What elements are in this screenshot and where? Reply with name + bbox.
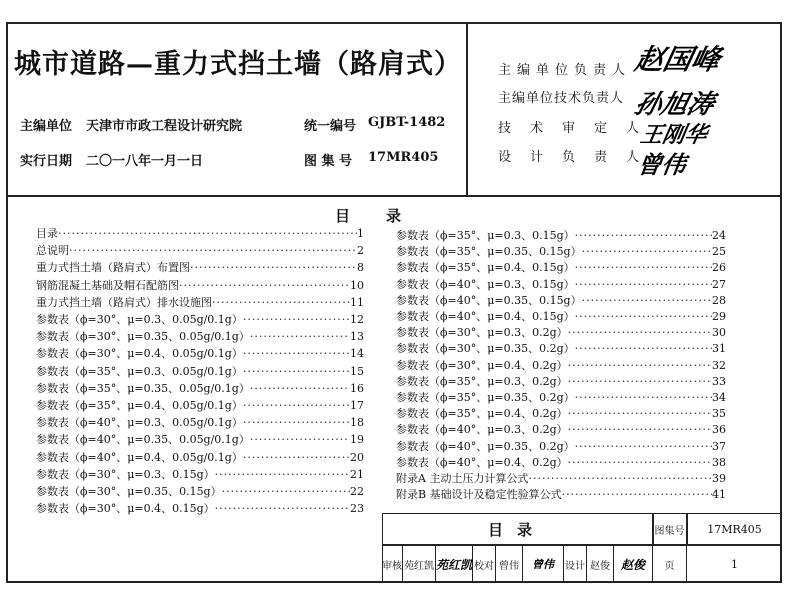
title-block-atlas-label: 图集号 [654, 525, 685, 537]
atlas-number: 17MR405 [368, 150, 439, 165]
toc-entry-page: 18 [350, 416, 364, 430]
toc-entry[interactable] [396, 374, 726, 390]
date-label: 实行日期 [20, 154, 73, 169]
toc-entry-title: 参数表（ϕ=40°、μ=0.3、0.05g/0.1g） [36, 416, 243, 430]
toc-entry[interactable] [36, 312, 364, 328]
toc-entry[interactable] [396, 260, 726, 276]
toc-entry-title: 参数表（ϕ=30°、μ=0.35、0.15g） [36, 485, 222, 498]
toc-entry-page: 8 [357, 261, 364, 275]
toc-entry-title: 参数表（ϕ=30°、μ=0.4、0.2g） [396, 358, 568, 372]
toc-entry[interactable] [36, 484, 364, 500]
toc-entry-page: 33 [712, 374, 726, 388]
toc-entry-title: 参数表（ϕ=35°、μ=0.35、0.15g） [396, 245, 582, 259]
toc-entry-title: 重力式挡土墙（路肩式）排水设施图 [36, 295, 212, 309]
toc-entry[interactable] [36, 467, 364, 483]
toc-entry-leader [243, 312, 350, 328]
signature-2: 孙旭涛 [631, 90, 718, 120]
check-label: 校对 [473, 545, 496, 583]
toc-entry-title: 附录B 基础设计及稳定性验算公式 [396, 488, 562, 502]
editor-unit-label: 主编单位 [20, 119, 73, 134]
toc-entry-page: 15 [350, 364, 364, 378]
toc-entry-leader [582, 244, 712, 260]
toc-entry-title: 参数表（ϕ=40°、μ=0.3、0.15g） [396, 277, 575, 291]
toc-entry[interactable] [396, 487, 726, 503]
checker-name: 曾伟 [496, 545, 523, 583]
toc-entry-page: 38 [712, 455, 726, 469]
toc-entry-page: 23 [350, 502, 364, 516]
toc-entry-leader [69, 243, 357, 259]
toc-entry[interactable] [396, 325, 726, 341]
toc-entry[interactable] [36, 381, 364, 397]
toc-entry[interactable] [396, 455, 726, 471]
toc-entry-leader [190, 260, 357, 276]
responsible-role-1: 主编单位负责人 [498, 63, 632, 78]
toc-entry-leader [243, 450, 350, 466]
serial-number: GJBT-1482 [368, 115, 446, 130]
toc-entry-title: 钢筋混凝土基础及帽石配筋图 [36, 278, 179, 292]
toc-entry-leader [568, 325, 712, 341]
toc-entry-page: 25 [712, 245, 726, 259]
toc-entry[interactable] [36, 226, 364, 242]
toc-entry-title: 参数表（ϕ=35°、μ=0.3、0.2g） [396, 374, 568, 388]
toc-entry[interactable] [36, 364, 364, 380]
toc-entry-page: 17 [350, 399, 364, 412]
toc-entry[interactable] [396, 406, 726, 422]
reviewer-signature: 苑红凯 [436, 545, 473, 583]
toc-entry-leader [568, 374, 712, 390]
toc-entry-page: 30 [712, 326, 726, 340]
toc-entry-title: 参数表（ϕ=30°、μ=0.3、0.2g） [396, 326, 568, 340]
toc-entry-leader [582, 293, 712, 309]
toc-entry-leader [575, 390, 712, 406]
toc-entry[interactable] [396, 277, 726, 293]
toc-entry[interactable] [36, 329, 364, 345]
toc-entry-title: 参数表（ϕ=35°、μ=0.3、0.05g/0.1g） [36, 364, 243, 378]
toc-entry-title: 参数表（ϕ=30°、μ=0.3、0.15g） [36, 467, 215, 481]
review-label: 审核 [382, 545, 403, 583]
toc-entry[interactable] [36, 260, 364, 276]
effective-date: 二〇一八年一月一日 [86, 154, 204, 169]
toc-entry-title: 参数表（ϕ=40°、μ=0.4、0.05g/0.1g） [36, 450, 243, 464]
toc-entry-title: 参数表（ϕ=35°、μ=0.35、0.2g） [396, 391, 575, 404]
toc-entry-page: 21 [350, 467, 364, 481]
toc-entry-leader [215, 467, 350, 483]
toc-entry-page: 13 [350, 330, 364, 344]
toc-entry-title: 参数表（ϕ=30°、μ=0.4、0.05g/0.1g） [36, 347, 243, 361]
toc-entry[interactable] [396, 439, 726, 455]
toc-entry[interactable] [396, 341, 726, 357]
toc-heading: 目录 [335, 207, 438, 225]
signature-1: 赵国峰 [632, 43, 724, 76]
toc-entry-page: 10 [350, 278, 364, 292]
toc-entry-page: 34 [712, 391, 726, 404]
toc-entry[interactable] [36, 501, 364, 517]
design-label: 设计 [564, 545, 587, 583]
toc-entry-title: 目录 [36, 227, 58, 240]
toc-entry-leader [250, 381, 350, 397]
toc-entry-leader [575, 439, 712, 455]
toc-entry[interactable] [36, 450, 364, 466]
designer-name: 赵俊 [587, 545, 614, 583]
toc-entry-title: 参数表（ϕ=40°、μ=0.35、0.15g） [396, 293, 582, 307]
toc-entry-page: 28 [712, 293, 726, 307]
toc-entry-page: 31 [712, 342, 726, 356]
toc-entry-page: 37 [712, 439, 726, 453]
toc-entry-leader [575, 341, 712, 357]
toc-entry-page: 41 [712, 488, 726, 502]
page-label: 页 [653, 545, 687, 583]
toc-entry[interactable] [396, 390, 726, 406]
toc-entry-title: 参数表（ϕ=30°、μ=0.35、0.2g） [396, 342, 575, 356]
toc-entry-title: 参数表（ϕ=40°、μ=0.4、0.15g） [396, 310, 575, 323]
toc-entry-leader [222, 484, 350, 500]
toc-entry[interactable] [396, 358, 726, 374]
toc-entry-page: 19 [350, 433, 364, 447]
header-divider-vertical [466, 22, 468, 196]
toc-entry-leader [250, 329, 350, 345]
toc-entry-page: 39 [712, 472, 726, 485]
toc-entry-page: 35 [712, 407, 726, 421]
toc-entry-page: 26 [712, 261, 726, 275]
responsible-role-4: 设计负责人 [498, 150, 659, 165]
toc-entry-title: 参数表（ϕ=40°、μ=0.35、0.2g） [396, 439, 575, 453]
toc-entry-title: 参数表（ϕ=35°、μ=0.4、0.15g） [396, 261, 575, 275]
designer-signature: 赵俊 [614, 545, 653, 583]
page-number: 1 [731, 557, 738, 571]
toc-entry-title: 参数表（ϕ=40°、μ=0.35、0.05g/0.1g） [36, 433, 250, 447]
toc-entry-leader [250, 432, 350, 448]
toc-entry-leader [58, 226, 357, 242]
reviewer-name: 苑红凯 [403, 545, 436, 583]
toc-entry[interactable] [396, 309, 726, 325]
page-title: 城市道路—重力式挡土墙（路肩式） [14, 49, 462, 80]
toc-entry-title: 参数表（ϕ=35°、μ=0.35、0.05g/0.1g） [36, 381, 250, 395]
header-divider-horizontal [6, 195, 782, 197]
toc-entry-title: 参数表（ϕ=35°、μ=0.4、0.2g） [396, 407, 568, 421]
toc-entry-leader [243, 398, 350, 414]
signature-3: 王刚华 [638, 122, 710, 148]
toc-entry-page: 16 [350, 381, 364, 395]
toc-entry[interactable] [36, 346, 364, 362]
toc-entry-leader [212, 295, 350, 311]
toc-entry-title: 参数表（ϕ=35°、μ=0.4、0.05g/0.1g） [36, 399, 243, 412]
toc-entry[interactable] [36, 432, 364, 448]
toc-entry-title: 参数表（ϕ=30°、μ=0.35、0.05g/0.1g） [36, 330, 250, 344]
toc-entry-page: 32 [712, 358, 726, 372]
toc-entry-leader [575, 277, 712, 293]
toc-entry-title: 总说明 [36, 244, 69, 258]
toc-entry-leader [575, 309, 712, 325]
toc-entry-page: 14 [350, 347, 364, 361]
toc-entry-leader [179, 278, 350, 294]
toc-entry-leader [243, 346, 350, 362]
toc-entry[interactable] [36, 243, 364, 259]
toc-entry-title: 参数表（ϕ=30°、μ=0.4、0.15g） [36, 502, 215, 516]
toc-entry-page: 12 [350, 313, 364, 326]
toc-entry[interactable] [36, 398, 364, 414]
toc-entry-leader [243, 415, 350, 431]
toc-entry-title: 参数表（ϕ=30°、μ=0.3、0.05g/0.1g） [36, 313, 243, 326]
toc-entry[interactable] [396, 228, 726, 244]
toc-entry-title: 重力式挡土墙（路肩式）布置图 [36, 261, 190, 275]
serial-label: 统一编号 [304, 119, 357, 134]
toc-entry-page: 20 [350, 450, 364, 464]
atlas-label: 图 集 号 [304, 154, 353, 169]
toc-entry-leader [243, 364, 350, 380]
signature-4: 曾伟 [635, 150, 688, 179]
toc-entry[interactable] [396, 293, 726, 309]
toc-entry-title: 参数表（ϕ=40°、μ=0.4、0.2g） [396, 455, 568, 469]
toc-entry[interactable] [36, 295, 364, 311]
responsible-role-2: 主编单位技术负责人 [498, 91, 625, 106]
toc-entry-page: 1 [357, 227, 364, 240]
toc-entry-title: 附录A 主动土压力计算公式 [396, 472, 529, 485]
checker-signature: 曾伟 [523, 545, 564, 583]
responsible-role-3: 技术审定人 [498, 121, 659, 136]
toc-entry-page: 29 [712, 310, 726, 323]
toc-entry-title: 参数表（ϕ=35°、μ=0.3、0.15g） [396, 229, 575, 242]
toc-entry-leader [575, 260, 712, 276]
toc-entry[interactable] [396, 471, 726, 487]
toc-entry-page: 11 [350, 295, 364, 309]
toc-entry-title: 参数表（ϕ=40°、μ=0.3、0.2g） [396, 423, 568, 437]
toc-entry-leader [528, 471, 712, 487]
title-block-atlas-number: 17MR405 [707, 522, 762, 536]
toc-entry[interactable] [396, 244, 726, 260]
toc-entry-leader [215, 501, 350, 517]
title-block-name: 目录 [487, 520, 546, 539]
toc-entry-page: 24 [712, 229, 726, 242]
toc-entry-page: 2 [357, 244, 364, 258]
toc-entry[interactable] [36, 278, 364, 294]
toc-entry-leader [568, 422, 712, 438]
toc-entry[interactable] [36, 415, 364, 431]
toc-entry-page: 27 [712, 277, 726, 291]
toc-entry-page: 22 [350, 485, 364, 498]
toc-entry-leader [568, 455, 712, 471]
toc-entry-leader [568, 358, 712, 374]
toc-entry-leader [575, 228, 712, 244]
toc-entry-leader [562, 487, 712, 503]
toc-entry[interactable] [396, 422, 726, 438]
editor-unit: 天津市市政工程设计研究院 [86, 119, 243, 134]
toc-entry-leader [568, 406, 712, 422]
toc-entry-page: 36 [712, 423, 726, 437]
